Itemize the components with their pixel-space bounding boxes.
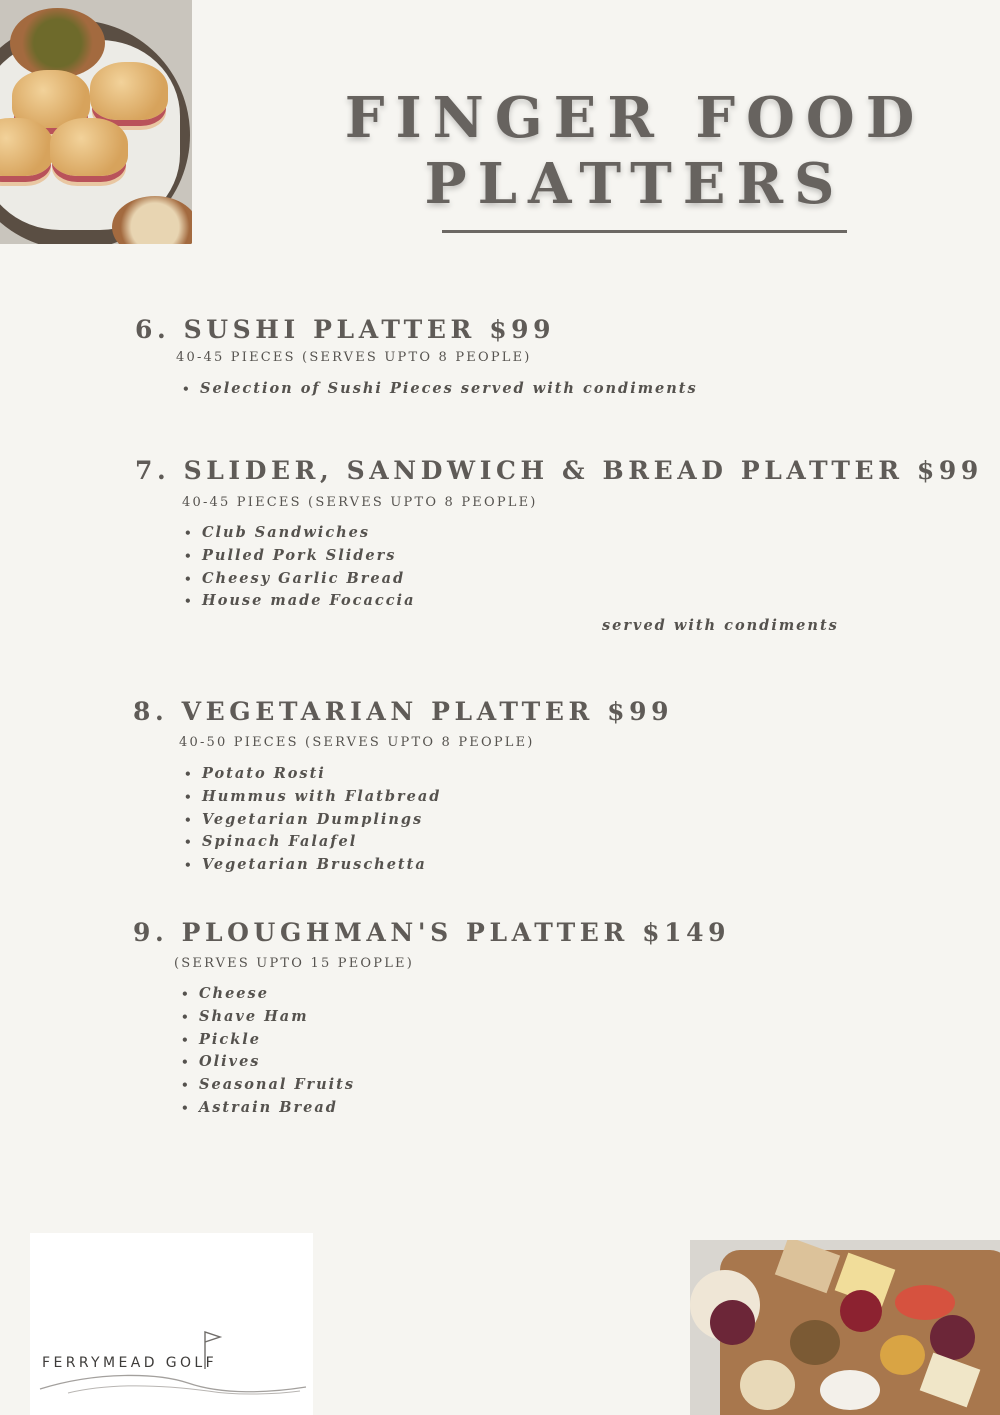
- logo-text: FERRYMEAD GOLF: [42, 1355, 218, 1371]
- condiments-note: served with condiments: [602, 617, 839, 634]
- section-title: 8. VEGETARIAN PLATTER $99: [133, 697, 674, 726]
- section-subtitle: 40-50 PIECES (SERVES UPTO 8 PEOPLE): [179, 735, 535, 750]
- page-title: [330, 85, 940, 217]
- swoosh-icon: [38, 1363, 308, 1399]
- list-item: • Olives: [181, 1051, 355, 1074]
- list-item: • Vegetarian Dumplings: [184, 809, 441, 832]
- list-item: • House made Focaccia: [184, 590, 415, 613]
- item-list: [181, 983, 355, 1120]
- section-title: 6. SUSHI PLATTER $99: [135, 315, 556, 344]
- section-title: 9. PLOUGHMAN'S PLATTER $149: [133, 918, 731, 947]
- item-list: [182, 378, 698, 401]
- list-item: • Club Sandwiches: [184, 522, 415, 545]
- list-item: • Spinach Falafel: [184, 831, 441, 854]
- list-item: • Astrain Bread: [181, 1097, 355, 1120]
- item-list: [184, 522, 415, 613]
- list-item: • Hummus with Flatbread: [184, 786, 441, 809]
- ferrymead-golf-logo: [30, 1233, 313, 1415]
- list-item: • Pickle: [181, 1029, 355, 1052]
- section-subtitle: (SERVES UPTO 15 PEOPLE): [174, 956, 414, 971]
- section-title: 7. SLIDER, SANDWICH & BREAD PLATTER $99: [135, 456, 983, 485]
- list-item: • Seasonal Fruits: [181, 1074, 355, 1097]
- list-item: • Selection of Sushi Pieces served with condiments: [182, 378, 698, 401]
- list-item: • Vegetarian Bruschetta: [184, 854, 441, 877]
- sliders-photo: [0, 0, 192, 244]
- list-item: • Cheese: [181, 983, 355, 1006]
- grazing-platter-photo: [690, 1240, 1000, 1415]
- list-item: • Cheesy Garlic Bread: [184, 568, 415, 591]
- item-list: [184, 763, 441, 877]
- section-subtitle: 40-45 PIECES (SERVES UPTO 8 PEOPLE): [182, 495, 538, 510]
- section-subtitle: 40-45 PIECES (SERVES UPTO 8 PEOPLE): [176, 350, 532, 365]
- title-line-1: FINGER FOOD: [344, 85, 926, 151]
- title-underline: [442, 230, 847, 233]
- list-item: • Pulled Pork Sliders: [184, 545, 415, 568]
- list-item: • Shave Ham: [181, 1006, 355, 1029]
- title-line-2: PLATTERS: [424, 151, 846, 217]
- list-item: • Potato Rosti: [184, 763, 441, 786]
